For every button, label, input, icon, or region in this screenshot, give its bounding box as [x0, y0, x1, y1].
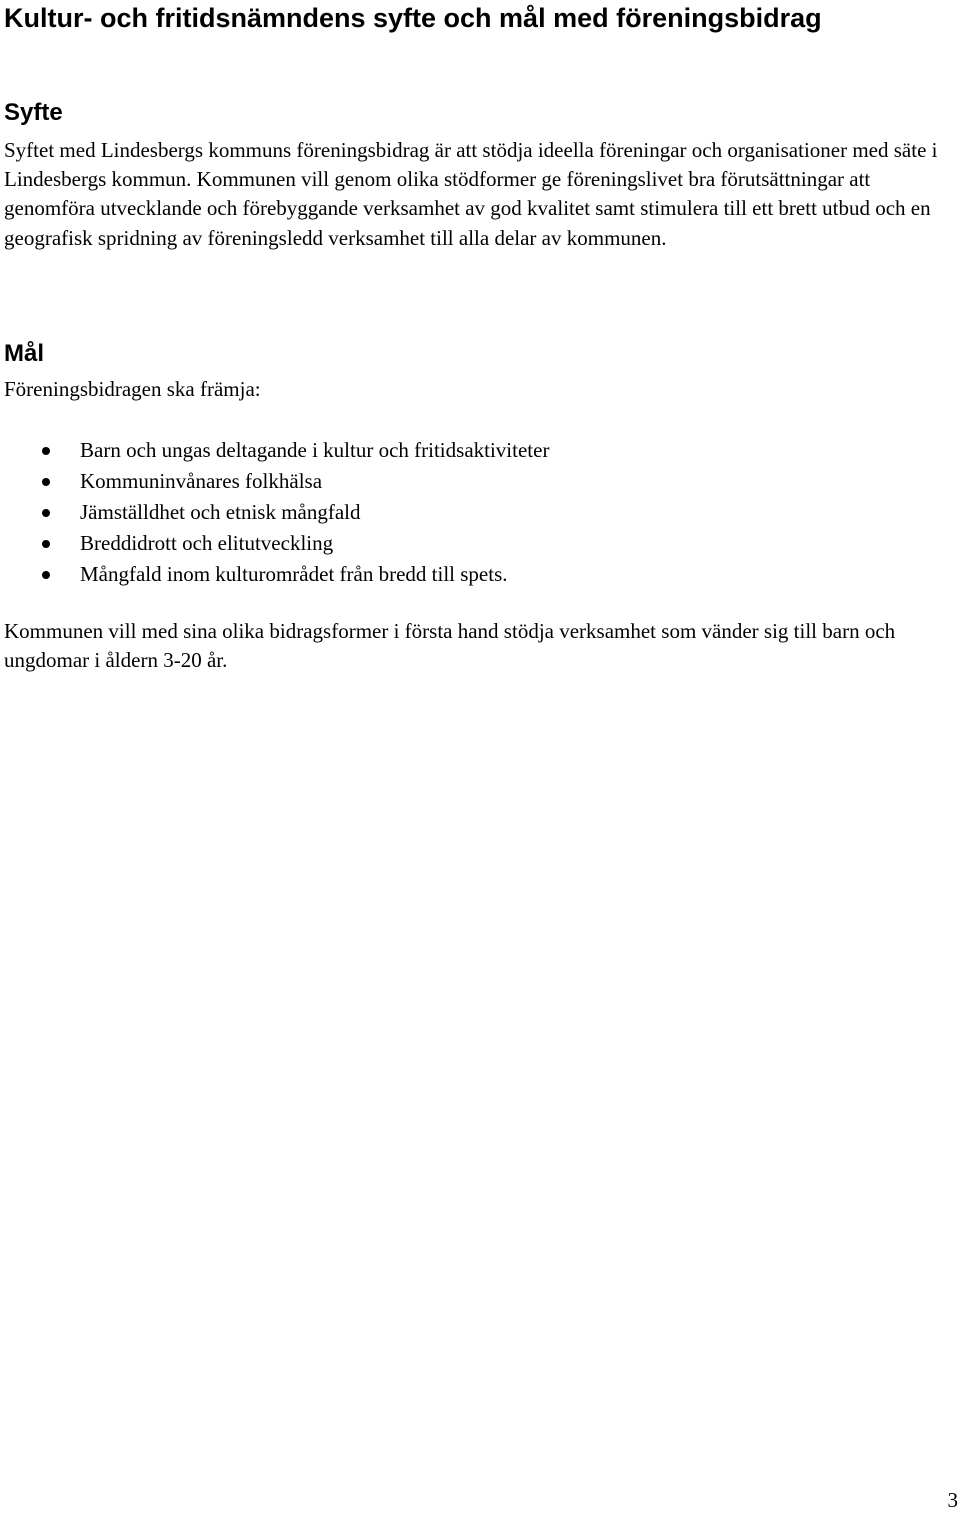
- section-heading-mal: Mål: [4, 340, 45, 367]
- closing-paragraph: Kommunen vill med sina olika bidragsformer i första hand stödja verksamhet som vänder sig till barn och ungdomar i åldern 3-20 år.: [4, 619, 896, 673]
- section-heading-syfte: Syfte: [4, 99, 63, 126]
- bullet-icon: [42, 509, 50, 517]
- bullet-icon: [42, 571, 50, 579]
- syfte-paragraph: Syftet med Lindesbergs kommuns föreningsbidrag är att stödja ideella föreningar och organisationer med säte i Lindesbergs kommun. Kommunen vill genom olika stödformer ge föreningslivet bra förutsättningar att genomföra utvecklande och förebyggande verksamhet av god kvalitet samt stimulera till ett brett utbud och en geografisk spridning av föreningsledd verksamhet till alla delar av kommunen.: [4, 138, 938, 250]
- list-item-text: Jämställdhet och etnisk mångfald: [80, 500, 361, 524]
- bullet-icon: [42, 478, 50, 486]
- page-number: 3: [947, 1488, 958, 1512]
- document-title: Kultur- och fritidsnämndens syfte och mål med föreningsbidrag: [4, 3, 822, 33]
- list-item-text: Kommuninvånares folkhälsa: [80, 469, 323, 493]
- list-item-text: Mångfald inom kulturområdet från bredd till spets.: [80, 562, 508, 586]
- list-item: [4, 559, 904, 590]
- list-item: [4, 466, 904, 497]
- list-item: [4, 435, 904, 466]
- list-item: [4, 497, 904, 528]
- list-item-text: Barn och ungas deltagande i kultur och fritidsaktiviteter: [80, 438, 550, 462]
- mal-intro: Föreningsbidragen ska främja:: [4, 377, 261, 401]
- bullet-icon: [42, 540, 50, 548]
- list-item: [4, 528, 904, 559]
- bullet-icon: [42, 447, 50, 455]
- goal-list: [4, 435, 904, 590]
- list-item-text: Breddidrott och elitutveckling: [80, 531, 334, 555]
